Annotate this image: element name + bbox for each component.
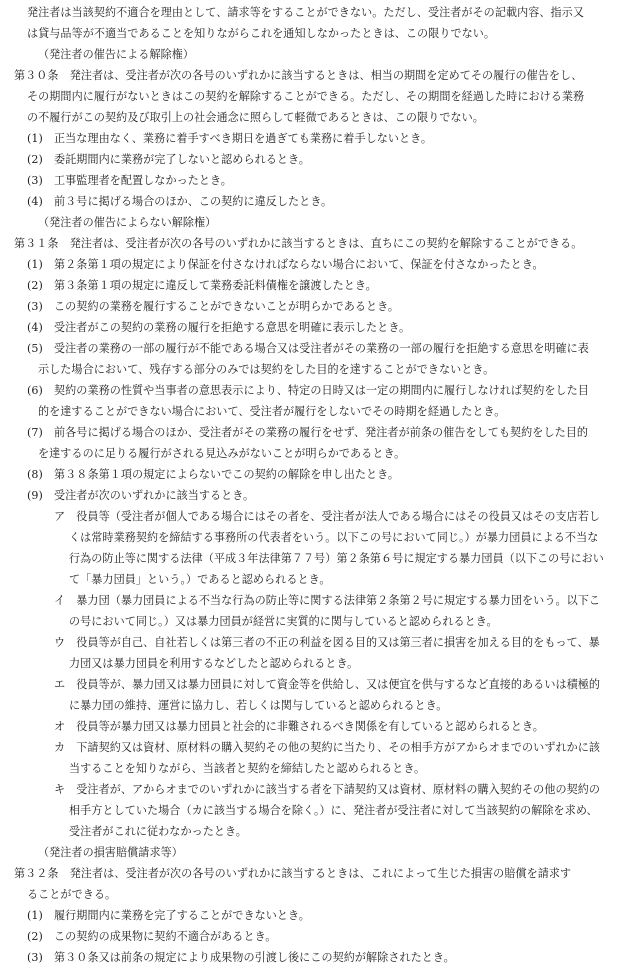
list-item-continuation: 的を達することができない場合において、受注者が履行をしないでその時期を経過したとき。 — [38, 405, 506, 418]
sub-item-continuation: 力団又は暴力団員を利用するなどしたと認められるとき。 — [69, 657, 359, 670]
section-heading: （発注者の催告による解除権） — [38, 48, 195, 61]
list-item: (3) 第３０条又は前条の規定により成果物の引渡し後にこの契約が解除されたとき。 — [27, 951, 455, 964]
list-item: (1) 正当な理由なく、業務に着手すべき期日を過ぎても業務に着手しないとき。 — [27, 132, 433, 145]
list-item: (6) 契約の業務の性質や当事者の意思表示により、特定の日時又は一定の期間内に履行しなければ契約をした目 — [27, 384, 589, 397]
list-item: (2) この契約の成果物に契約不適合があるとき。 — [27, 930, 277, 943]
sub-item: オ 役員等が暴力団又は暴力団員と社会的に非難されるべき関係を有していると認められるとき。 — [54, 720, 544, 733]
sub-item-continuation: くは常時業務契約を締結する事務所の代表者をいう。以下この号において同じ。）が暴力団員による不当な — [69, 531, 599, 544]
sub-item-continuation: に暴力団の維持、運営に協力し、若しくは関与していると認められるとき。 — [69, 699, 448, 712]
text-line: の不履行がこの契約及び取引上の社会通念に照らして軽微であるときは、この限りでない。 — [27, 111, 484, 124]
text-line: その期間内に履行がないときはこの契約を解除することができる。ただし、その期間を経過した時における業務 — [27, 90, 585, 103]
sub-item: ア 役員等（受注者が個人である場合にはその者を、受注者が法人である場合にはその役員又はその支店若し — [54, 510, 601, 523]
sub-item: エ 役員等が、暴力団又は暴力団員に対して資金等を供給し、又は便宜を供与するなど直接的あるいは積極的 — [54, 678, 601, 691]
section-heading: （発注者の損害賠償請求等） — [38, 846, 183, 859]
list-item: (9) 受注者が次のいずれかに該当するとき。 — [27, 489, 255, 502]
list-item-continuation: を達するのに足りる履行がされる見込みがないことが明らかであるとき。 — [38, 447, 406, 460]
list-item: (2) 委託期間内に業務が完了しないと認められるとき。 — [27, 153, 310, 166]
list-item: (2) 第３条第１項の規定に違反して業務委託料債権を譲渡したとき。 — [27, 279, 377, 292]
text-line: は貸与品等が不適当であることを知りながらこれを通知しなかったときは、この限りでない。 — [27, 27, 496, 40]
list-item: (8) 第３８条第１項の規定によらないでこの契約の解除を申し出たとき。 — [27, 468, 400, 481]
sub-item-continuation: 受注者がこれに従わなかったとき。 — [69, 825, 247, 838]
article-31: 第３１条 発注者は、受注者が次の各号のいずれかに該当するときは、直ちにこの契約を解除することができる。 — [14, 237, 583, 250]
sub-item-continuation: 相手方としていた場合（カに該当する場合を除く。）に、発注者が受注者に対して当該契約の解除を求め、 — [69, 804, 598, 817]
list-item: (1) 履行期間内に業務を完了することができないとき。 — [27, 909, 310, 922]
list-item: (5) 受注者の業務の一部の履行が不能である場合又は受注者がその業務の一部の履行を拒絶する意思を明確に表 — [27, 342, 589, 355]
section-heading: （発注者の催告によらない解除権） — [38, 216, 217, 229]
sub-item-continuation: の号において同じ。）又は暴力団員が経営に実質的に関与していると認められるとき。 — [69, 615, 498, 628]
sub-item-continuation: 当することを知りながら、当該者と契約を締結したと認められるとき。 — [69, 762, 426, 775]
text-line: 発注者は当該契約不適合を理由として、請求等をすることができない。ただし、受注者がその記載内容、指示又 — [27, 6, 584, 19]
sub-item: カ 下請契約又は資材、原材料の購入契約その他の契約に当たり、その相手方がアからオまでのいずれかに該 — [54, 741, 601, 754]
list-item-continuation: 示した場合において、残存する部分のみでは契約をした目的を達することができないとき。 — [38, 363, 495, 376]
text-line: ることができる。 — [27, 888, 117, 901]
sub-item: キ 受注者が、アからオまでのいずれかに該当する者を下請契約又は資材、原材料の購入契約その他の契約の — [54, 783, 601, 796]
list-item: (4) 前３号に掲げる場合のほか、この契約に違反したとき。 — [27, 195, 333, 208]
sub-item: イ 暴力団（暴力団員による不当な行為の防止等に関する法律第２条第２号に規定する暴力団をいう。以下こ — [54, 594, 601, 607]
list-item: (7) 前各号に掲げる場合のほか、受注者がその業務の履行をせず、発注者が前条の催告をしても契約をした目的 — [27, 426, 589, 439]
sub-item-continuation: 行為の防止等に関する法律（平成３年法律第７７号）第２条第６号に規定する暴力団員（以下この号におい — [69, 552, 604, 565]
sub-item: ウ 役員等が自己、自社若しくは第三者の不正の利益を図る目的又は第三者に損害を加える目的をもって、暴 — [54, 636, 600, 649]
list-item: (3) 工事監理者を配置しなかったとき。 — [27, 174, 232, 187]
list-item: (1) 第２条第１項の規定により保証を付さなければならない場合において、保証を付さなかったとき。 — [27, 258, 544, 271]
list-item: (4) 受注者がこの契約の業務の履行を拒絶する意思を明確に表示したとき。 — [27, 321, 411, 334]
list-item: (3) この契約の業務を履行することができないことが明らかであるとき。 — [27, 300, 400, 313]
article-30: 第３０条 発注者は、受注者が次の各号のいずれかに該当するときは、相当の期間を定めてその履行の催告をし、 — [14, 69, 583, 82]
sub-item-continuation: て「暴力団員」という。）であると認められるとき。 — [69, 573, 331, 586]
article-32: 第３２条 発注者は、受注者が次の各号のいずれかに該当するときは、これによって生じた損害の賠償を請求す — [14, 867, 572, 880]
